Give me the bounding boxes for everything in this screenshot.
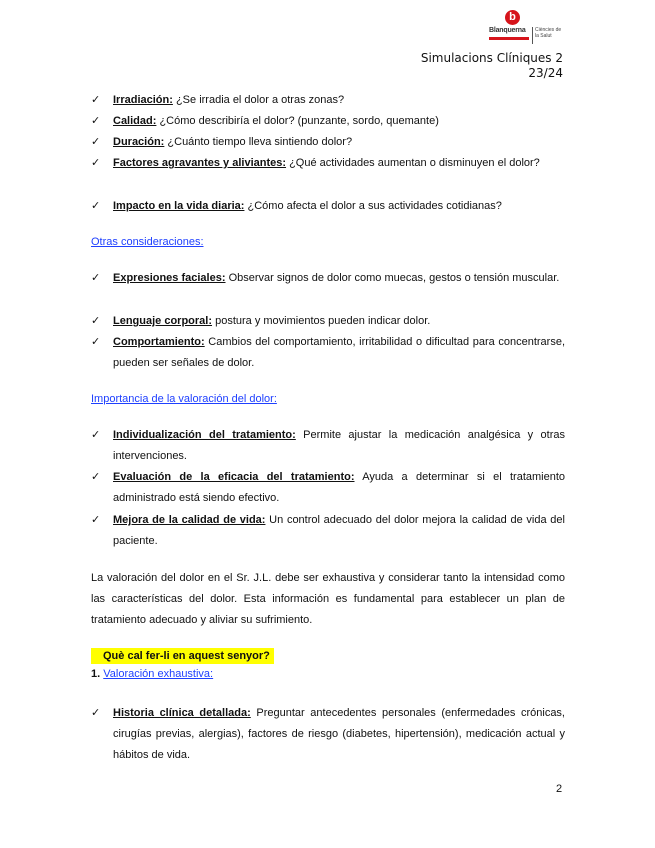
list-item [91, 196, 565, 217]
item-label: Factores agravantes y aliviantes: [113, 157, 287, 169]
section-heading-importancia: Importancia de la valoración del dolor: [91, 393, 277, 405]
item-label: Comportamiento: [113, 336, 205, 348]
item-label: Expresiones faciales: [113, 272, 226, 284]
numbered-heading [91, 668, 213, 680]
list-item [91, 311, 565, 332]
highlighted-question: Què cal fer-li en aquest senyor? [91, 648, 274, 664]
section-heading-otras: Otras consideraciones: [91, 236, 204, 248]
item-label: Historia clínica detallada: [113, 707, 251, 719]
item-label: Individualización del tratamiento: [113, 429, 296, 441]
check-icon: ✓ [91, 315, 101, 327]
logo-brand-text: Blanquerna [489, 27, 526, 34]
list-item [91, 703, 565, 766]
item-text: Un control adecuado del dolor mejora la calidad de vida del paciente. [113, 514, 565, 547]
header-year: 23/24 [528, 66, 563, 80]
check-icon: ✓ [91, 136, 101, 148]
item-text: ¿Cuánto tiempo lleva sintiendo dolor? [164, 136, 353, 148]
item-text: Cambios del comportamiento, irritabilidad o dificultad para concentrarse, pueden ser señales de dolor. [113, 336, 565, 369]
item-text: ¿Cómo afecta el dolor a sus actividades cotidianas? [244, 200, 502, 212]
check-icon: ✓ [91, 471, 101, 483]
logo-bar [489, 37, 529, 40]
item-label: Mejora de la calidad de vida: [113, 514, 266, 526]
check-icon: ✓ [91, 272, 101, 284]
list-item [91, 90, 565, 111]
list-item [91, 111, 565, 132]
check-icon: ✓ [91, 157, 101, 169]
item-label: Lenguaje corporal: [113, 315, 213, 327]
blanquerna-logo [489, 10, 565, 48]
item-text: Observar signos de dolor como muecas, gestos o tensión muscular. [225, 272, 560, 284]
logo-separator [532, 27, 533, 44]
item-text: ¿Cómo describiría el dolor? (punzante, sordo, quemante) [156, 115, 439, 127]
list-item [91, 153, 565, 174]
logo-mark: b [505, 10, 520, 25]
list-item [91, 268, 565, 289]
check-icon: ✓ [91, 707, 101, 719]
item-text: ¿Se irradia el dolor a otras zonas? [172, 94, 345, 106]
list-item [91, 332, 565, 374]
check-icon: ✓ [91, 429, 101, 441]
section-title: Valoración exhaustiva: [103, 668, 214, 680]
list-item [91, 132, 565, 153]
item-label: Calidad: [113, 115, 157, 127]
item-text: postura y movimientos pueden indicar dolor. [212, 315, 431, 327]
page-number: 2 [556, 783, 563, 795]
item-text: Ayuda a determinar si el tratamiento administrado está siendo efectivo. [113, 471, 566, 504]
item-text: Preguntar antecedentes personales (enfermedades crónicas, cirugías previas, alergias), factores de riesgo (diabetes, hipertensión), medicación actual y hábitos de vida. [113, 707, 565, 761]
item-label: Duración: [113, 136, 165, 148]
section-number: 1. [91, 668, 101, 680]
summary-paragraph: La valoración del dolor en el Sr. J.L. debe ser exhaustiva y considerar tanto la intensidad como las características del dolor. Esta información es fundamental para establecer un plan de tratamiento adecuado y aliviar su sufrimiento. [91, 572, 565, 626]
check-icon: ✓ [91, 514, 101, 526]
item-text: Permite ajustar la medicación analgésica y otras intervenciones. [113, 429, 565, 462]
logo-subtitle: Ciències de la Salut [535, 27, 562, 39]
check-icon: ✓ [91, 115, 101, 127]
header-title: Simulacions Clíniques 2 [420, 51, 563, 65]
check-icon: ✓ [91, 336, 101, 348]
item-label: Irradiación: [113, 94, 173, 106]
list-item [91, 425, 565, 467]
item-label: Impacto en la vida diaria: [113, 200, 245, 212]
list-item [91, 510, 565, 552]
item-text: ¿Qué actividades aumentan o disminuyen el dolor? [286, 157, 540, 169]
check-icon: ✓ [91, 94, 101, 106]
item-label: Evaluación de la eficacia del tratamiento: [113, 471, 355, 483]
check-icon: ✓ [91, 200, 101, 212]
list-item [91, 467, 565, 509]
